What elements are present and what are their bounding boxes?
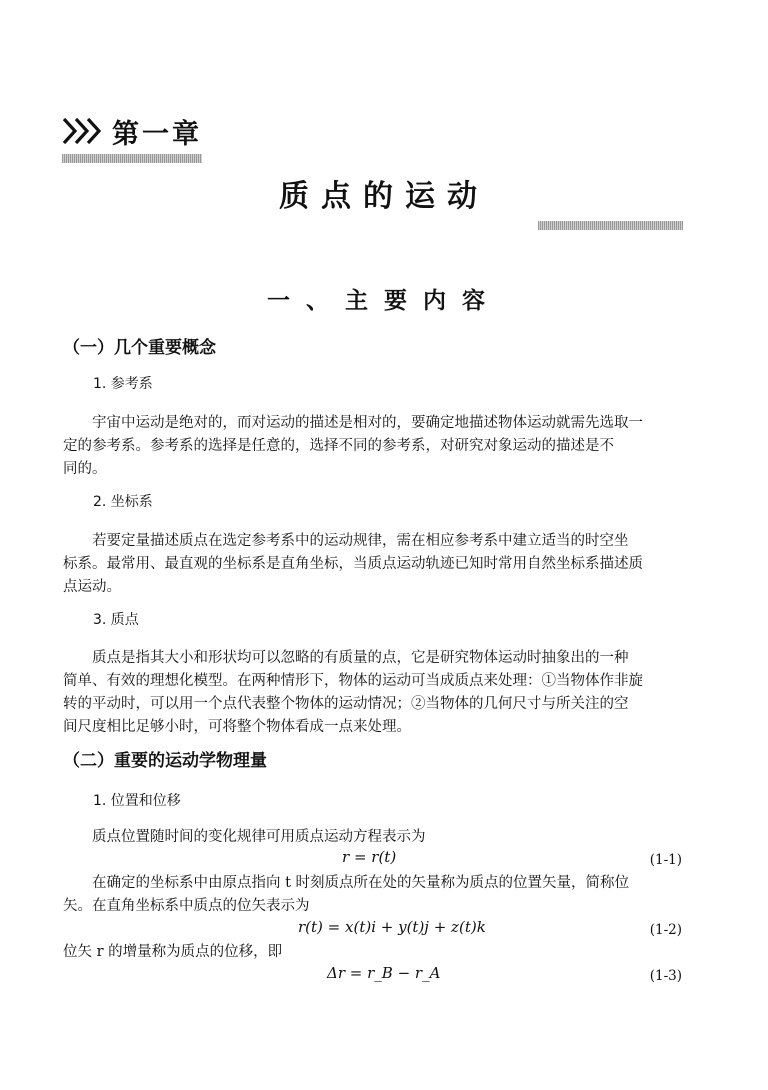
item-heading-position-displacement: 1. 位置和位移 [93,793,181,809]
paragraph-line: 若要定量描述质点在选定参考系中的运动规律，需在相应参考系中建立适当的时空坐 [92,533,629,549]
equation-number: (1-3) [649,968,682,984]
triple-chevron-icon [62,116,110,146]
subsection-heading-concepts: （一）几个重要概念 [63,338,216,358]
equation-1-3: Δr = r_B − r_A [327,964,441,982]
subsection-heading-kinematic-quantities: （二）重要的运动学物理量 [63,751,267,771]
paragraph-line: 位矢 r 的增量称为质点的位移，即 [63,944,283,960]
paragraph-line: 标系。最常用、最直观的坐标系是直角坐标，当质点运动轨迹已知时常用自然坐标系描述质 [63,556,643,572]
chapter-title: 质点的运动 [279,179,489,214]
paragraph-line: 简单、有效的理想化模型。在两种情形下，物体的运动可当成质点来处理：①当物体作非旋 [63,673,643,689]
title-decoration-bar [538,221,683,230]
paragraph-line: 间尺度相比足够小时，可将整个物体看成一点来处理。 [63,719,411,735]
paragraph-line: 同的。 [63,461,107,477]
equation-number: (1-1) [649,852,682,868]
item-heading-reference-frame: 1. 参考系 [93,376,153,392]
paragraph-line: 定的参考系。参考系的选择是任意的，选择不同的参考系，对研究对象运动的描述是不 [63,438,614,454]
paragraph-line: 点运动。 [63,579,121,595]
chapter-label: 第一章 [112,119,202,150]
equation-1-1: r = r(t) [342,848,397,866]
paragraph-line: 在确定的坐标系中由原点指向 t 时刻质点所在处的矢量称为质点的位置矢量，简称位 [92,875,630,891]
chapter-underline-bar [62,154,202,163]
item-heading-coordinate-system: 2. 坐标系 [93,494,153,510]
paragraph-line: 矢。在直角坐标系中质点的位矢表示为 [63,898,310,914]
paragraph-line: 宇宙中运动是绝对的，而对运动的描述是相对的，要确定地描述物体运动就需先选取一 [92,415,643,431]
item-heading-particle: 3. 质点 [93,612,139,628]
paragraph-line: 质点是指其大小和形状均可以忽略的有质量的点，它是研究物体运动时抽象出的一种 [92,650,629,666]
section-title: 一、主要内容 [267,287,501,314]
paragraph-line: 质点位置随时间的变化规律可用质点运动方程表示为 [92,829,426,845]
equation-number: (1-2) [649,922,682,938]
paragraph-line: 转的平动时，可以用一个点代表整个物体的运动情况；②当物体的几何尺寸与所关注的空 [63,696,629,712]
equation-1-2: r(t) = x(t)i + y(t)j + z(t)k [298,918,486,936]
